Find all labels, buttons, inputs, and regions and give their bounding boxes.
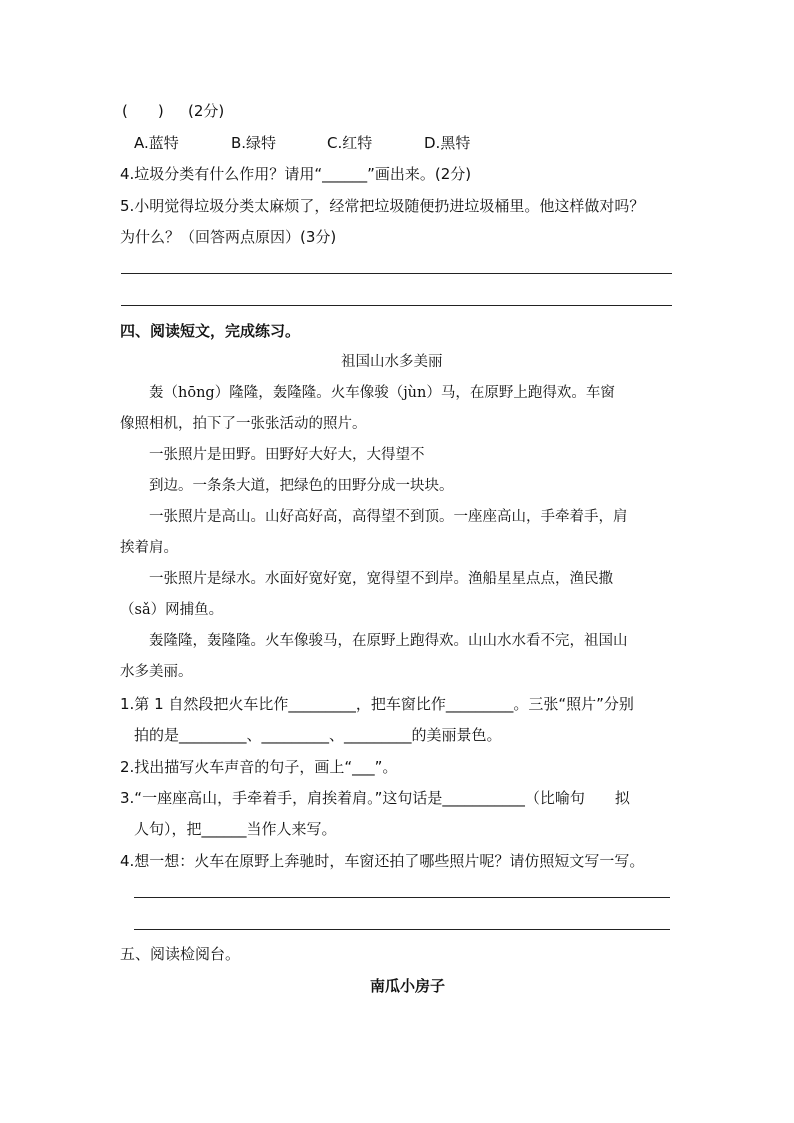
passage-line: 轰隆隆，轰隆隆。火车像骏马，在原野上跑得欢。山山水水看不完，祖国山 [149, 633, 628, 649]
s4-question-4: 4.想一想：火车在原野上奔驰时，车窗还拍了哪些照片呢？请仿照短文写一写。 [120, 852, 645, 870]
q5-line-2: 为什么？（回答两点原因）(3分) [120, 228, 337, 246]
answer-line[interactable] [134, 897, 670, 898]
section-4-heading: 四、阅读短文，完成练习。 [120, 322, 301, 340]
q4-question: 4.垃圾分类有什么作用？请用“______”画出来。(2分) [120, 165, 472, 183]
answer-line[interactable] [134, 929, 670, 930]
q3-score: (2分) [188, 102, 225, 120]
q3-option-c: C.红特 [327, 134, 373, 152]
q5-line-1: 5.小明觉得垃圾分类太麻烦了，经常把垃圾随便扔进垃圾桶里。他这样做对吗？ [120, 197, 645, 215]
s4-question-2: 2.找出描写火车声音的句子，画上“___”。 [120, 758, 398, 776]
answer-line[interactable] [121, 273, 672, 274]
q3-option-b: B.绿特 [231, 134, 277, 152]
section-5-heading: 五、阅读检阅台。 [120, 945, 241, 963]
q3-option-d: D.黑特 [424, 134, 471, 152]
passage-line: 挨着肩。 [120, 540, 178, 556]
passage-line: 一张照片是田野。田野好大好大，大得望不 [149, 447, 425, 463]
q3-option-a: A.蓝特 [134, 134, 179, 152]
s4-question-3-line-2: 人句），把______当作人来写。 [134, 820, 337, 838]
passage-line: 一张照片是绿水。水面好宽好宽，宽得望不到岸。渔船星星点点，渔民撒 [149, 571, 613, 587]
passage-line: 像照相机，拍下了一张张活动的照片。 [120, 416, 367, 432]
passage-line: 一张照片是高山。山好高好高，高得望不到顶。一座座高山，手牵着手，肩 [149, 509, 628, 525]
passage-title: 祖国山水多美丽 [341, 354, 443, 370]
answer-line[interactable] [121, 305, 672, 306]
s4-question-1-line-1: 1.第 1 自然段把火车比作_________，把车窗比作_________。三张“照片”分别 [120, 695, 634, 713]
passage-line: 到边。一条条大道，把绿色的田野分成一块块。 [149, 478, 454, 494]
passage-line: 轰（hōng）隆隆，轰隆隆。火车像骏（jùn）马，在原野上跑得欢。车窗 [149, 385, 615, 401]
passage-line: 水多美丽。 [120, 664, 193, 680]
s4-question-1-line-2: 拍的是_________、_________、_________的美丽景色。 [134, 726, 502, 744]
s4-question-3-line-1: 3.“一座座高山，手牵着手，肩挨着肩。”这句话是___________（比喻句 拟 [120, 789, 630, 807]
q3-paren: ( ) [122, 102, 164, 120]
story-title: 南瓜小房子 [370, 977, 446, 995]
passage-line: （sǎ）网捕鱼。 [120, 602, 224, 618]
